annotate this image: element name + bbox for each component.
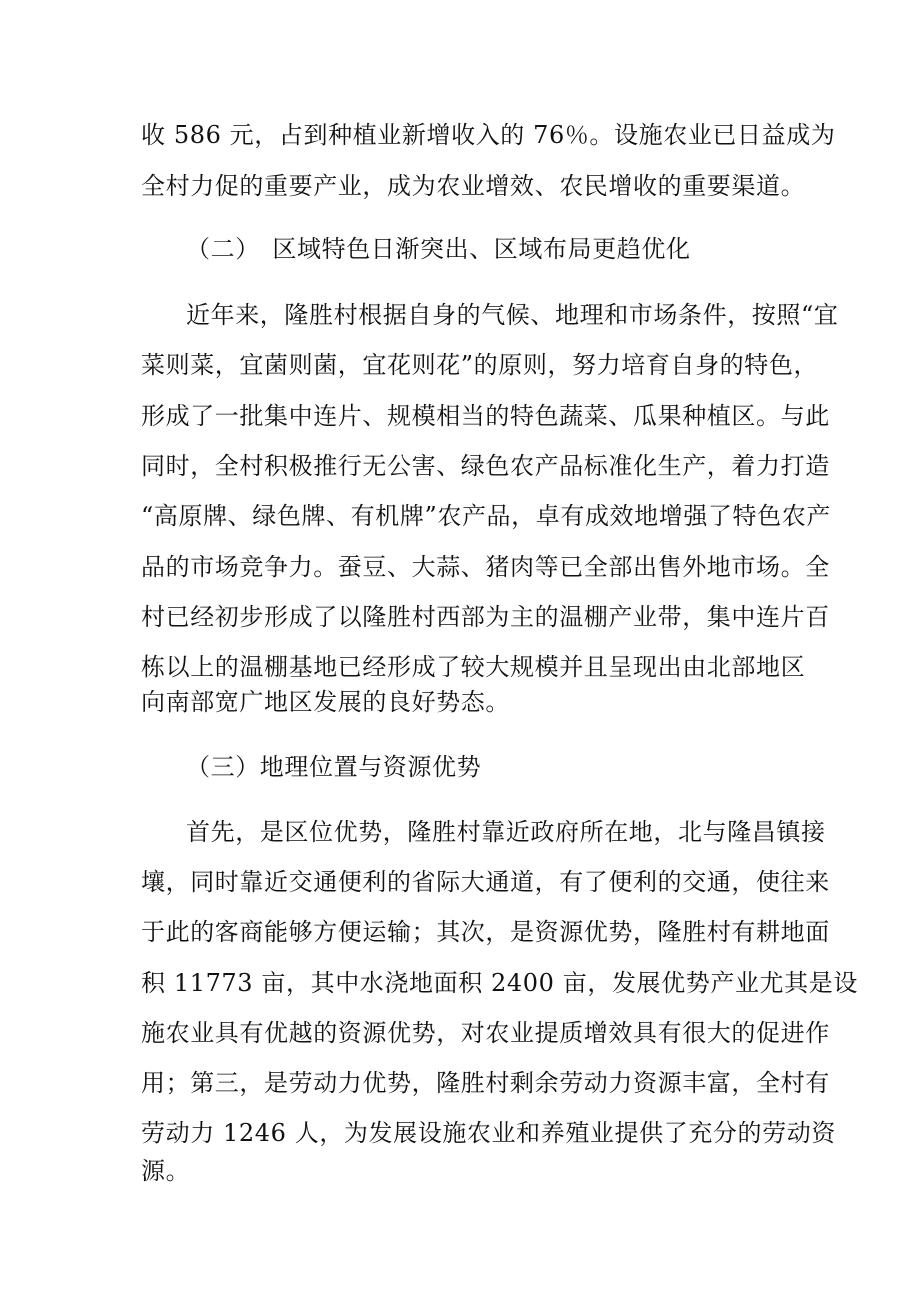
paragraph-line: 栋以上的温棚基地已经形成了较大规模并且呈现出由北部地区 [141, 653, 806, 681]
section-heading-3: （三）地理位置与资源优势 [186, 753, 482, 781]
paragraph-line: 近年来，隆胜村根据自身的气候、地理和市场条件，按照“宜 [186, 301, 839, 329]
paragraph-line: 同时，全村积极推行无公害、绿色农产品标准化生产，着力打造 [141, 452, 830, 480]
paragraph-line: 壤，同时靠近交通便利的省际大通道，有了便利的交通，使往来 [141, 868, 830, 896]
paragraph-line: “高原牌、绿色牌、有机牌”农产品，卓有成效地增强了特色农产 [141, 502, 831, 530]
paragraph-line: 源。 [141, 1157, 191, 1185]
paragraph-line: 向南部宽广地区发展的良好势态。 [141, 688, 510, 716]
section-heading-2: （二） 区域特色日渐突出、区域布局更趋优化 [186, 235, 691, 263]
paragraph-line: 积 11773 亩，其中水浇地面积 2400 亩，发展优势产业尤其是设 [141, 969, 858, 997]
paragraph-line: 收 586 元，占到种植业新增收入的 76％。设施农业已日益成为 [141, 121, 836, 149]
paragraph-line: 首先，是区位优势，隆胜村靠近政府所在地，北与隆昌镇接 [186, 818, 826, 846]
paragraph-line: 形成了一批集中连片、规模相当的特色蔬菜、瓜果种植区。与此 [141, 402, 830, 430]
paragraph-line: 品的市场竞争力。蚕豆、大蒜、猪肉等已全部出售外地市场。全 [141, 553, 830, 581]
paragraph-line: 劳动力 1246 人，为发展设施农业和养殖业提供了充分的劳动资 [141, 1119, 836, 1147]
paragraph-line: 菜则菜，宜菌则菌，宜花则花”的原则，努力培育自身的特色， [141, 351, 819, 379]
paragraph-line: 村已经初步形成了以隆胜村西部为主的温棚产业带，集中连片百 [141, 603, 830, 631]
paragraph-line: 于此的客商能够方便运输；其次，是资源优势，隆胜村有耕地面 [141, 918, 830, 946]
paragraph-line: 全村力促的重要产业，成为农业增效、农民增收的重要渠道。 [141, 172, 806, 200]
paragraph-line: 用；第三，是劳动力优势，隆胜村剩余劳动力资源丰富，全村有 [141, 1069, 830, 1097]
paragraph-line: 施农业具有优越的资源优势，对农业提质增效具有很大的促进作 [141, 1019, 830, 1047]
